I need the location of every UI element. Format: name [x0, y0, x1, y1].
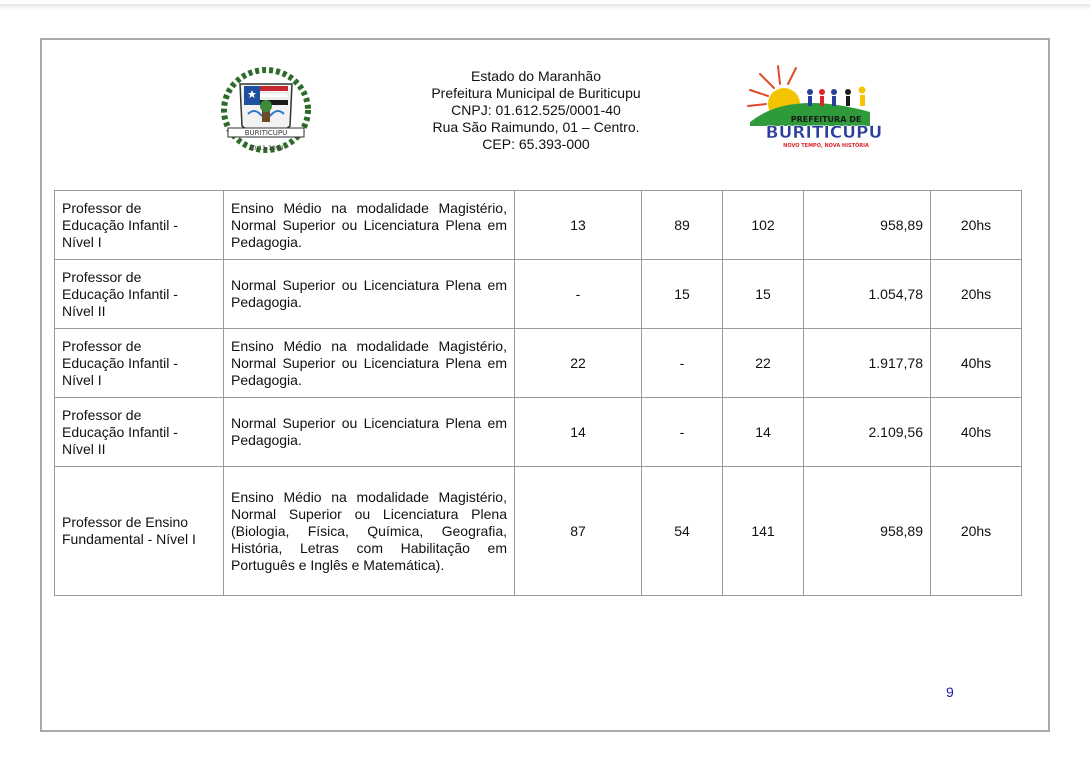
vagas-cell: -: [642, 398, 723, 467]
salario-cell: 958,89: [804, 467, 931, 596]
vagas-cell: 14: [515, 398, 642, 467]
total-cell: 22: [723, 329, 804, 398]
requisito-cell: Normal Superior ou Licenciatura Plena em Pedagogia.: [224, 260, 515, 329]
total-cell: 14: [723, 398, 804, 467]
vagas-cell: 87: [515, 467, 642, 596]
requisito-cell: Normal Superior ou Licenciatura Plena em Pedagogia.: [224, 398, 515, 467]
table-row: [55, 191, 1022, 260]
vagas-cell: -: [515, 260, 642, 329]
total-cell: 102: [723, 191, 804, 260]
cargo-cell: Professor de Educação Infantil - Nível II: [55, 260, 224, 329]
salario-cell: 1.054,78: [804, 260, 931, 329]
cargo-cell: Professor de Educação Infantil - Nível II: [55, 398, 224, 467]
header-state: Estado do Maranhão: [471, 68, 601, 84]
table-row: [55, 329, 1022, 398]
header-cep: CEP: 65.393-000: [482, 136, 590, 152]
table-row: [55, 467, 1022, 596]
requisito-cell: Ensino Médio na modalidade Magistério, Normal Superior ou Licenciatura Plena (Biologia, Física, Química, Geografia, História, Letras com Habilitação em Português e Inglês e Matemática).: [224, 467, 515, 596]
vagas-cell: 54: [642, 467, 723, 596]
logo-prefeitura-text: PREFEITURA DE: [790, 115, 862, 124]
table-row: [55, 398, 1022, 467]
vagas-cell: -: [642, 329, 723, 398]
carga-horaria-cell: 20hs: [931, 467, 1022, 596]
total-cell: 15: [723, 260, 804, 329]
cargo-cell: Professor de Educação Infantil - Nível I: [55, 191, 224, 260]
salario-cell: 958,89: [804, 191, 931, 260]
vagas-cell: 13: [515, 191, 642, 260]
logo-buriticupu-text: BURITICUPU: [765, 123, 883, 143]
coat-of-arms-icon: [218, 64, 314, 156]
page-frame: [40, 38, 1050, 732]
vagas-cell: 15: [642, 260, 723, 329]
salario-cell: 1.917,78: [804, 329, 931, 398]
logo-slogan-text: NOVO TEMPO, NOVA HISTÓRIA: [783, 143, 869, 149]
carga-horaria-cell: 40hs: [931, 398, 1022, 467]
carga-horaria-cell: 40hs: [931, 329, 1022, 398]
requisito-cell: Ensino Médio na modalidade Magistério, Normal Superior ou Licenciatura Plena em Pedagogia.: [224, 329, 515, 398]
total-cell: 141: [723, 467, 804, 596]
header-address-block: [378, 68, 694, 153]
salario-cell: 2.109,56: [804, 398, 931, 467]
header-address: Rua São Raimundo, 01 – Centro.: [432, 119, 640, 135]
crest-date-text: 10-11-1994: [248, 145, 284, 152]
page-shadow: [0, 4, 1090, 10]
page-number: 9: [946, 684, 954, 700]
cargo-cell: Professor de Educação Infantil - Nível I: [55, 329, 224, 398]
header-municipality: Prefeitura Municipal de Buriticupu: [431, 85, 641, 101]
vacancy-table: [54, 190, 1022, 596]
header-cnpj: CNPJ: 01.612.525/0001-40: [451, 102, 621, 118]
carga-horaria-cell: 20hs: [931, 260, 1022, 329]
prefeitura-logo-icon: [730, 52, 890, 152]
vagas-cell: 22: [515, 329, 642, 398]
crest-banner-text: BURITICUPU: [244, 129, 288, 137]
document-header: [42, 40, 1048, 190]
requisito-cell: Ensino Médio na modalidade Magistério, Normal Superior ou Licenciatura Plena em Pedagogia.: [224, 191, 515, 260]
cargo-cell: Professor de Ensino Fundamental - Nível I: [55, 467, 224, 596]
table-row: [55, 260, 1022, 329]
carga-horaria-cell: 20hs: [931, 191, 1022, 260]
vagas-cell: 89: [642, 191, 723, 260]
